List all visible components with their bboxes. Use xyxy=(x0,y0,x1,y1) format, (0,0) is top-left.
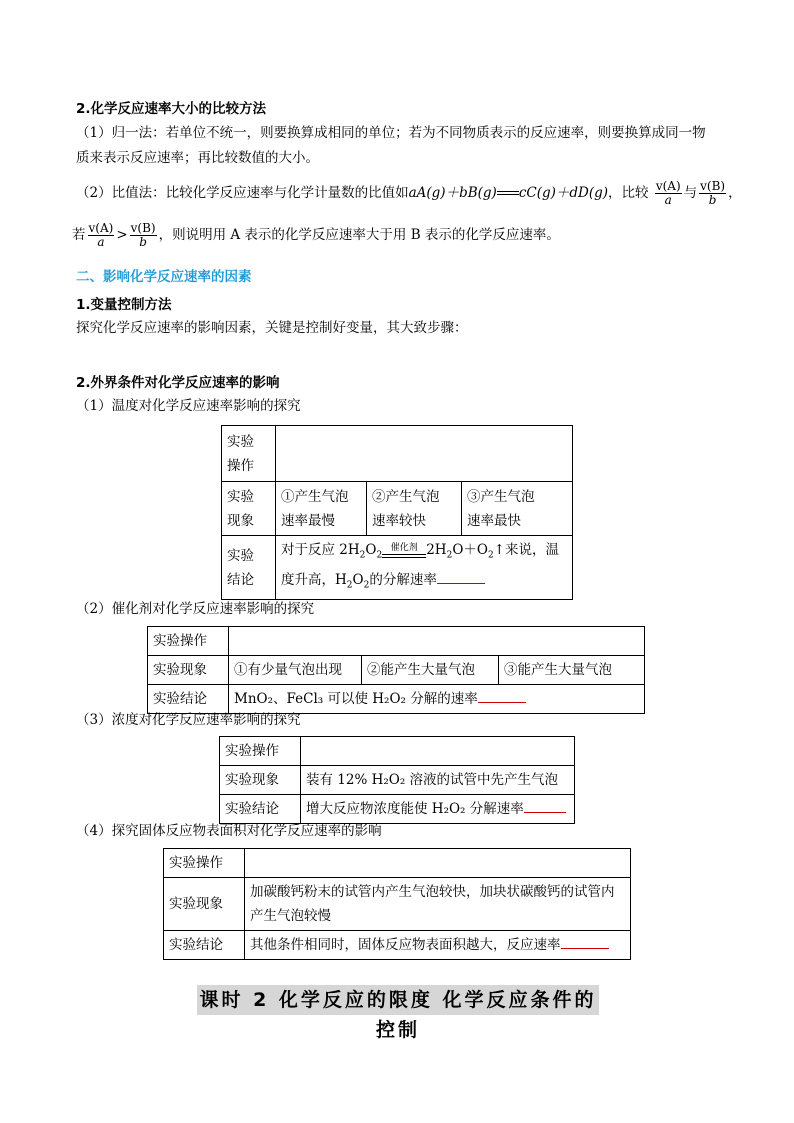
exp1-answer-blank[interactable] xyxy=(437,569,485,584)
exp3-ph-label: 实验现象 xyxy=(220,766,301,795)
fraction-vb: $\frac{v(B)}{b}$ xyxy=(700,179,726,207)
exp2-con-label: 实验结论 xyxy=(148,685,229,714)
exp1-op-label: 实验操作 xyxy=(222,426,276,482)
exp3-op-cell xyxy=(301,737,575,766)
exp4-ph: 加碳酸钙粉末的试管内产生气泡较快，加块状碳酸钙的试管内产生气泡较慢 xyxy=(245,878,631,931)
method2-conclusion: ，则说明用 A 表示的化学反应速率大于用 B 表示的化学反应速率。 xyxy=(158,227,560,243)
exp4-table xyxy=(163,848,631,960)
exp2-title: （2）催化剂对化学反应速率影响的探究 xyxy=(76,601,315,617)
heading-factors: 二、影响化学反应速率的因素 xyxy=(76,269,252,285)
sub1-title: 1.变量控制方法 xyxy=(76,297,172,313)
exp1-ph3: ③产生气泡速率最快 xyxy=(462,482,573,536)
exp4-op-label: 实验操作 xyxy=(164,849,245,878)
exp3-con-label: 实验结论 xyxy=(220,795,301,824)
exp2-con: MnO₂、FeCl₃ 可以使 H₂O₂ 分解的速率 xyxy=(229,685,645,714)
method1-line2: 质来表示反应速率；再比较数值的大小。 xyxy=(76,150,319,166)
exp2-op-label: 实验操作 xyxy=(148,627,229,656)
exp4-op-cell xyxy=(245,849,631,878)
exp2-ph2: ②能产生大量气泡 xyxy=(362,656,499,685)
method2-if: 若 xyxy=(72,227,86,243)
fraction-vb-2: $\frac{v(B)}{b}$ xyxy=(130,221,156,249)
sub1-text: 探究化学反应速率的影响因素，关键是控制好变量，其大致步骤： xyxy=(76,320,468,336)
exp1-con: 对于反应 $2H_2O_2$ 催化剂 $2H_2O+O_2↑$来说，温度升高，$H_2O_2$的分解速率 xyxy=(276,536,573,600)
exp2-op-cell xyxy=(229,627,645,656)
method1-line1: （1）归一法：若单位不统一，则要换算成相同的单位；若为不同物质表示的反应速率，则要换算成同一物 xyxy=(76,125,706,141)
method2-prefix: （2）比值法：比较化学反应速率与化学计量数的比值如 xyxy=(76,185,409,201)
exp3-op-label: 实验操作 xyxy=(220,737,301,766)
exp1-title: （1）温度对化学反应速率影响的探究 xyxy=(76,398,301,414)
exp2-ph-label: 实验现象 xyxy=(148,656,229,685)
exp4-title: （4）探究固体反应物表面积对化学反应速率的影响 xyxy=(76,823,382,839)
exp3-ph: 装有 12% H₂O₂ 溶液的试管中先产生气泡 xyxy=(301,766,575,795)
method2-compare: ，比较 xyxy=(608,185,649,201)
exp1-ph2: ②产生气泡速率较快 xyxy=(367,482,462,536)
method2-line2: 若 $\frac{v(A)}{a}$ > $\frac{v(B)}{b}$ ，则说明用 A 表示的化学反应速率大于用 B 表示的化学反应速率。 xyxy=(72,221,560,249)
exp3-title: （3）浓度对化学反应速率影响的探究 xyxy=(76,712,301,728)
fraction-va: $\frac{v(A)}{a}$ xyxy=(655,179,681,207)
exp1-table xyxy=(221,425,573,600)
exp2-ph3: ③能产生大量气泡 xyxy=(499,656,645,685)
method2-line1 xyxy=(76,180,742,207)
method2-comma: ， xyxy=(728,185,742,201)
lesson-banner: 课时 2 化学反应的限度 化学反应条件的控制 xyxy=(197,985,599,1015)
exp3-answer-blank[interactable] xyxy=(524,798,566,813)
exp3-table xyxy=(219,736,575,824)
section-title: 2.化学反应速率大小的比较方法 xyxy=(76,101,267,117)
exp4-ph-label: 实验现象 xyxy=(164,878,245,931)
catalyst-arrow: 催化剂 xyxy=(382,544,426,558)
exp1-ph-label: 实验现象 xyxy=(222,482,276,536)
fraction-va-2: $\frac{v(A)}{a}$ xyxy=(88,221,114,249)
sub2-title: 2.外界条件对化学反应速率的影响 xyxy=(76,375,280,391)
method2-and: 与 xyxy=(683,185,698,201)
exp2-table xyxy=(147,626,645,714)
eq-right: cC(g)＋dD(g) xyxy=(518,185,609,201)
exp2-answer-blank[interactable] xyxy=(478,688,526,703)
exp4-con-label: 实验结论 xyxy=(164,931,245,960)
eq-left: aA(g)＋bB(g) xyxy=(408,185,497,201)
exp4-answer-blank[interactable] xyxy=(561,934,609,949)
equilibrium-sign xyxy=(497,189,519,199)
exp3-con: 增大反应物浓度能使 H₂O₂ 分解速率 xyxy=(301,795,575,824)
exp2-ph1: ①有少量气泡出现 xyxy=(229,656,362,685)
exp1-op-cell xyxy=(276,426,573,482)
exp1-ph1: ①产生气泡速率最慢 xyxy=(276,482,367,536)
exp4-con: 其他条件相同时，固体反应物表面积越大，反应速率 xyxy=(245,931,631,960)
exp1-con-label: 实验结论 xyxy=(222,536,276,600)
